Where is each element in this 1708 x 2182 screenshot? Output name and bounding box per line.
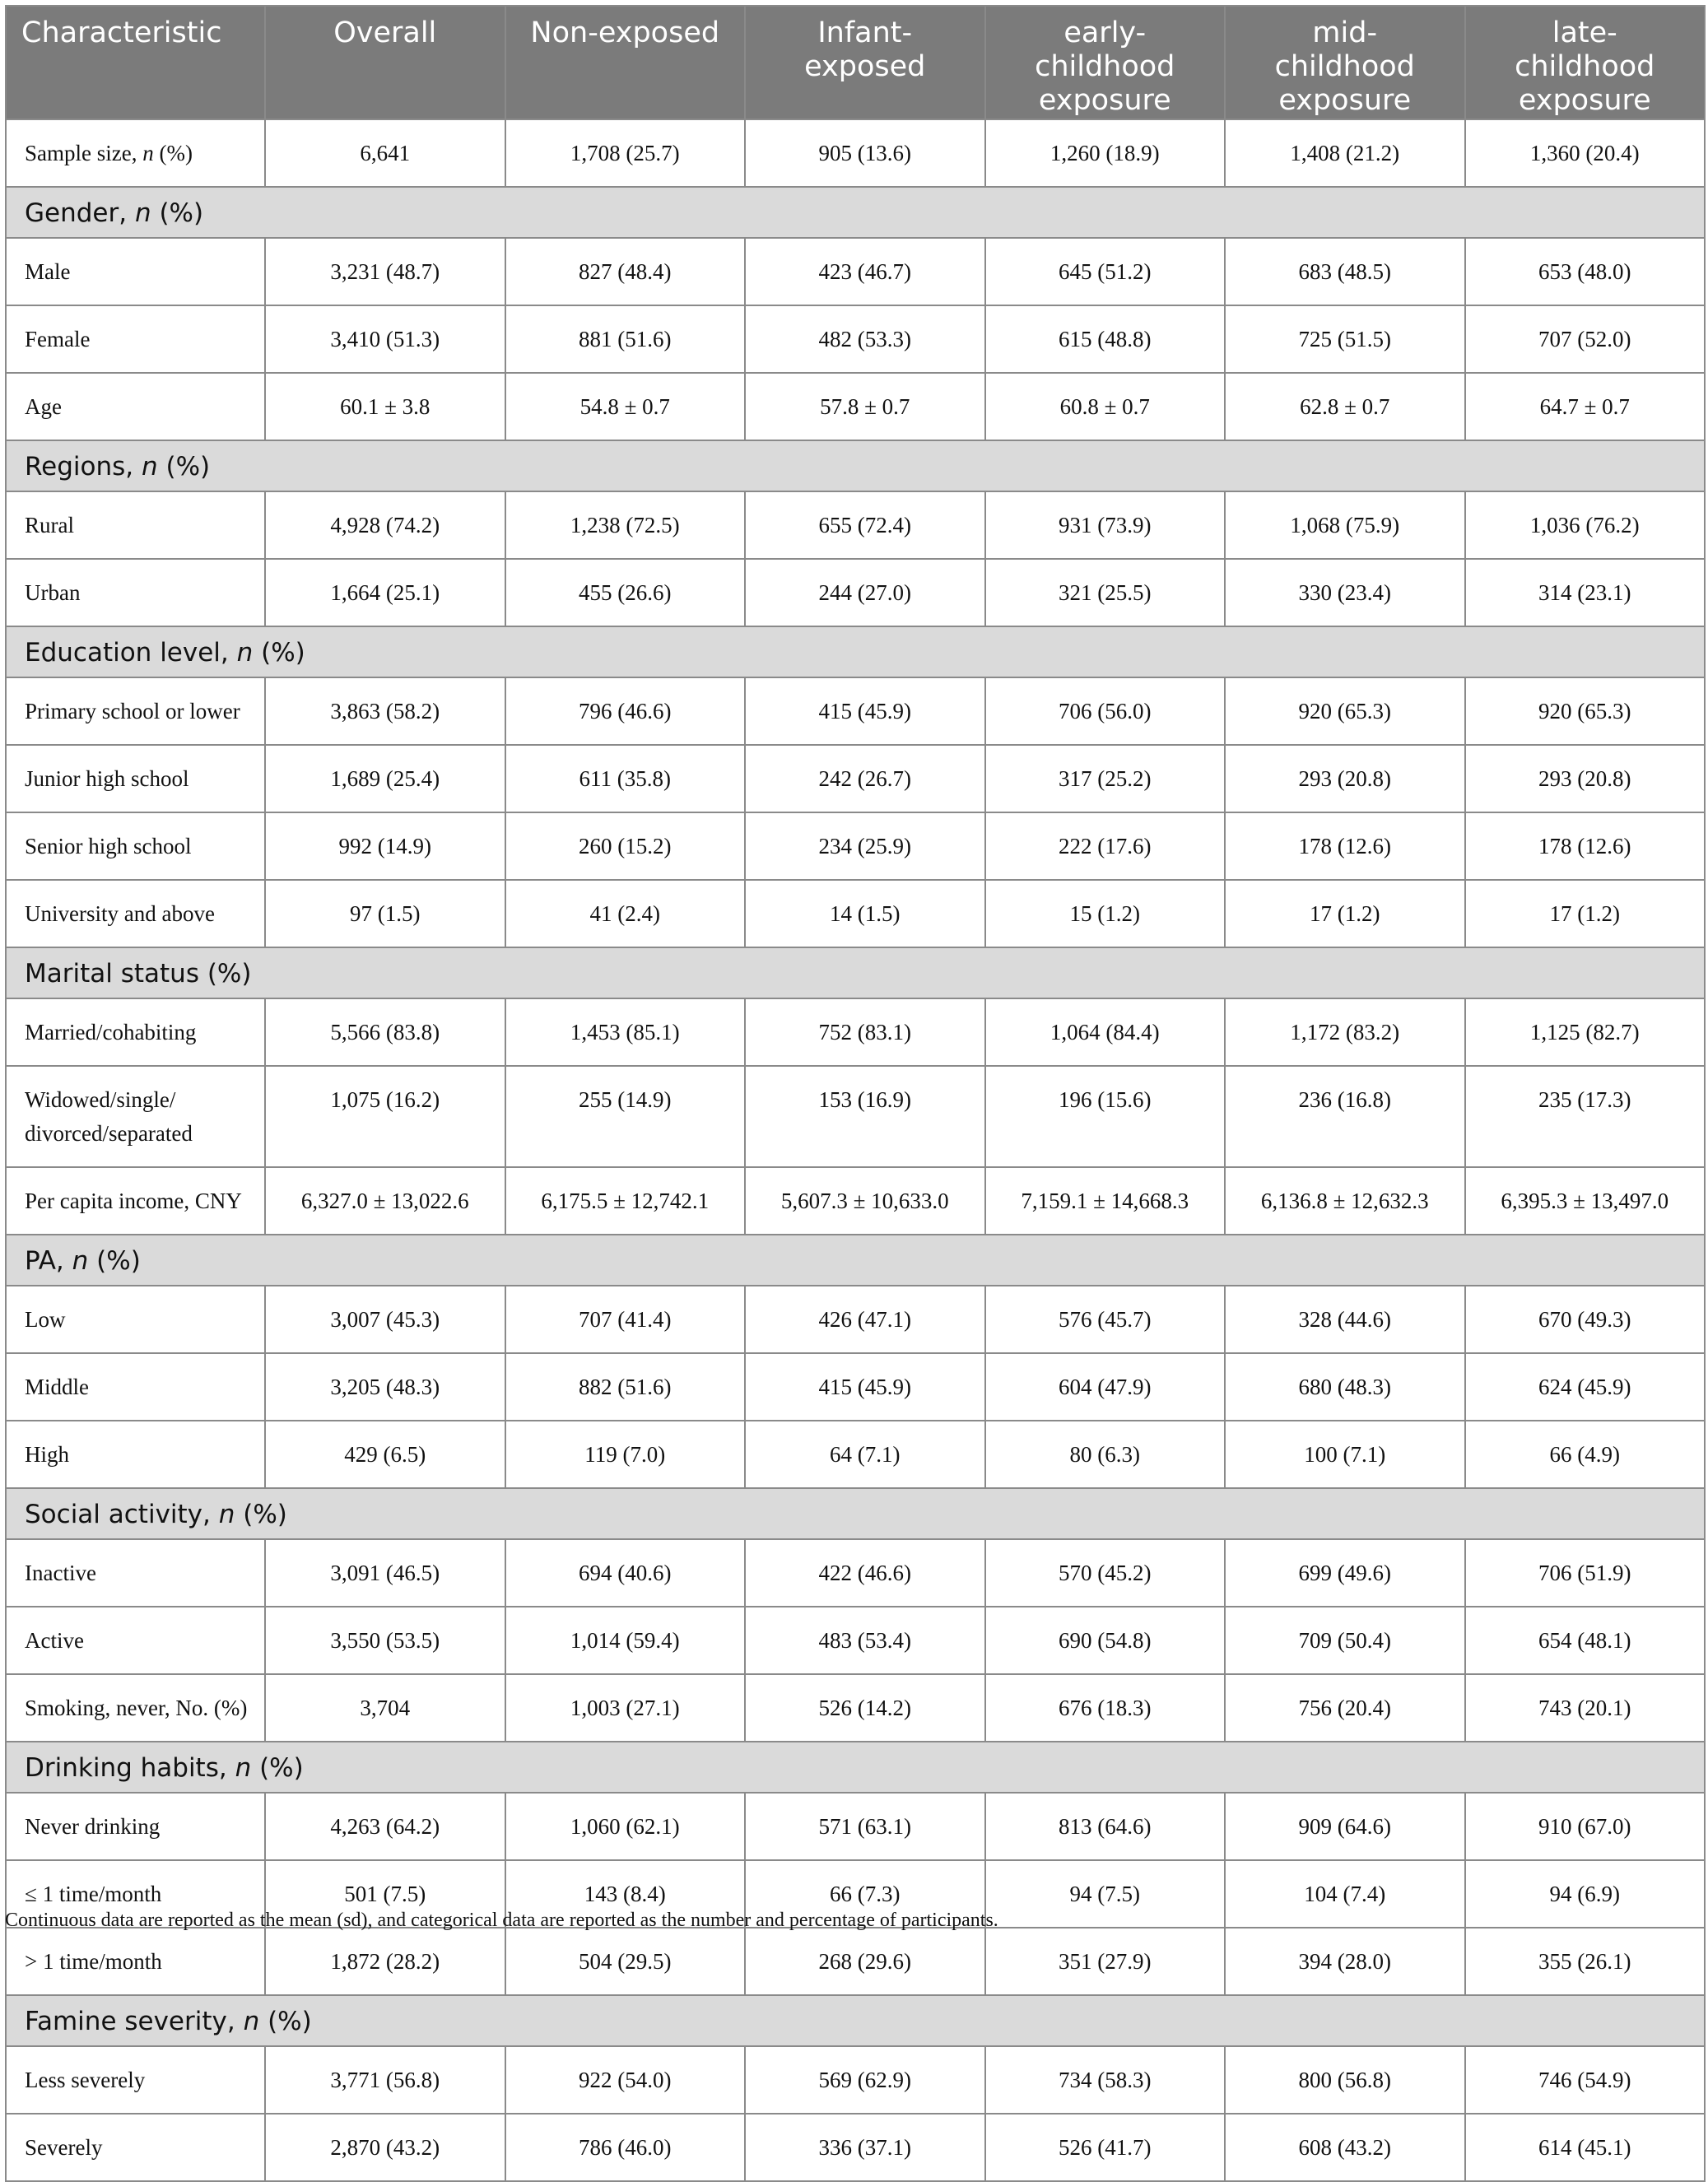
table-cell: 94 (7.5) [985,1860,1226,1928]
table-cell: 330 (23.4) [1225,559,1465,626]
table-cell: 1,075 (16.2) [265,1066,505,1167]
table-cell: 100 (7.1) [1225,1421,1465,1488]
table-cell: 1,708 (25.7) [505,119,746,187]
row-label [6,1421,265,1488]
table-cell: 293 (20.8) [1465,745,1706,812]
section-header [6,1995,1705,2046]
table-cell: 293 (20.8) [1225,745,1465,812]
row-label-text: Inactive [25,1561,96,1585]
table-cell: 64.7 ± 0.7 [1465,373,1706,440]
table-cell: 3,231 (48.7) [265,238,505,305]
table-cell: 694 (40.6) [505,1539,746,1607]
row-label-text: Smoking, never, No. (%) [25,1696,248,1720]
table-row [6,491,1705,559]
row-label-suffix: (%) [253,638,305,668]
row-label-text: Famine severity, [25,2007,244,2036]
table-cell: 429 (6.5) [265,1421,505,1488]
table-cell: 624 (45.9) [1465,1353,1706,1421]
section-row [6,187,1705,238]
table-cell: 706 (56.0) [985,677,1226,745]
row-label [6,880,265,947]
section-header [6,1742,1705,1793]
row-label-text: > 1 time/month [25,1949,162,1974]
table-cell: 653 (48.0) [1465,238,1706,305]
table-cell: 394 (28.0) [1225,1928,1465,1995]
table-cell: 655 (72.4) [745,491,985,559]
row-label-text: Middle [25,1375,89,1399]
section-row [6,947,1705,998]
header-overall: Overall [265,6,505,119]
table-cell: 355 (26.1) [1465,1928,1706,1995]
table-cell: 614 (45.1) [1465,2114,1706,2181]
section-header [6,1488,1705,1539]
table-cell: 64 (7.1) [745,1421,985,1488]
table-cell: 222 (17.6) [985,812,1226,880]
table-cell: 1,068 (75.9) [1225,491,1465,559]
table-cell: 415 (45.9) [745,1353,985,1421]
table-cell: 234 (25.9) [745,812,985,880]
table-cell: 66 (4.9) [1465,1421,1706,1488]
table-cell: 153 (16.9) [745,1066,985,1167]
table-cell: 60.1 ± 3.8 [265,373,505,440]
table-cell: 236 (16.8) [1225,1066,1465,1167]
table-cell: 756 (20.4) [1225,1674,1465,1742]
table-cell: 57.8 ± 0.7 [745,373,985,440]
characteristics-table [5,5,1706,2182]
table-cell: 1,689 (25.4) [265,745,505,812]
row-label-italic: n [243,2007,260,2036]
table-cell: 97 (1.5) [265,880,505,947]
table-body [6,119,1705,2181]
table-cell: 1,014 (59.4) [505,1607,746,1674]
table-cell: 746 (54.9) [1465,2046,1706,2114]
table-cell: 6,175.5 ± 12,742.1 [505,1167,746,1235]
row-label [6,677,265,745]
table-cell: 62.8 ± 0.7 [1225,373,1465,440]
table-cell: 827 (48.4) [505,238,746,305]
table-cell: 178 (12.6) [1465,812,1706,880]
table-row [6,1928,1705,1995]
table-cell: 3,550 (53.5) [265,1607,505,1674]
table-cell: 6,395.3 ± 13,497.0 [1465,1167,1706,1235]
table-cell: 178 (12.6) [1225,812,1465,880]
row-label-text: Married/cohabiting [25,1020,197,1044]
section-row [6,1742,1705,1793]
table-cell: 571 (63.1) [745,1793,985,1860]
row-label-text: Regions, [25,452,142,482]
table-cell: 680 (48.3) [1225,1353,1465,1421]
header-row [6,6,1705,119]
table-cell: 3,091 (46.5) [265,1539,505,1607]
row-label [6,998,265,1066]
row-label-italic: n [72,1246,89,1276]
row-label-text: Severely [25,2135,103,2160]
table-cell: 881 (51.6) [505,305,746,373]
row-label-text: Widowed/single/ divorced/separated [25,1087,193,1146]
table-cell: 268 (29.6) [745,1928,985,1995]
row-label [6,1167,265,1235]
row-label-suffix: (%) [251,1753,304,1783]
table-cell: 670 (49.3) [1465,1286,1706,1353]
table-cell: 482 (53.3) [745,305,985,373]
table-cell: 6,136.8 ± 12,632.3 [1225,1167,1465,1235]
row-label-text: Less severely [25,2068,146,2092]
row-label [6,119,265,187]
table-cell: 235 (17.3) [1465,1066,1706,1167]
row-label-text: Urban [25,580,81,605]
table-cell: 922 (54.0) [505,2046,746,2114]
table-cell: 1,060 (62.1) [505,1793,746,1860]
table-footnote: Continuous data are reported as the mean (sd), and categorical data are reported as the number and percentage of participants. [5,1910,998,1931]
table-cell: 813 (64.6) [985,1793,1226,1860]
row-label-text: Male [25,259,71,284]
table-cell: 455 (26.6) [505,559,746,626]
table-cell: 422 (46.6) [745,1539,985,1607]
table-cell: 920 (65.3) [1225,677,1465,745]
row-label-text: Drinking habits, [25,1753,235,1783]
table-cell: 255 (14.9) [505,1066,746,1167]
row-label-text: Rural [25,513,74,537]
table-cell: 569 (62.9) [745,2046,985,2114]
row-label-text: Never drinking [25,1814,161,1839]
section-header [6,440,1705,491]
section-header [6,1235,1705,1286]
table-cell: 576 (45.7) [985,1286,1226,1353]
table-cell: 920 (65.3) [1465,677,1706,745]
table-cell: 3,771 (56.8) [265,2046,505,2114]
table-cell: 4,928 (74.2) [265,491,505,559]
table-cell: 54.8 ± 0.7 [505,373,746,440]
header-mid-childhood: mid-childhood exposure [1225,6,1465,119]
row-label-text: University and above [25,901,215,926]
section-header [6,947,1705,998]
row-label [6,1928,265,1995]
table-cell: 706 (51.9) [1465,1539,1706,1607]
table-cell: 882 (51.6) [505,1353,746,1421]
table-cell: 654 (48.1) [1465,1607,1706,1674]
row-label [6,1286,265,1353]
table-row [6,812,1705,880]
row-label-text: Marital status (%) [25,959,252,989]
section-header [6,626,1705,677]
row-label-text: Primary school or lower [25,699,240,723]
table-cell: 1,064 (84.4) [985,998,1226,1066]
row-label [6,1066,265,1167]
table-row [6,745,1705,812]
table-cell: 328 (44.6) [1225,1286,1465,1353]
table-row [6,1286,1705,1353]
row-label-italic: n [218,1500,235,1529]
row-label-text: ≤ 1 time/month [25,1882,162,1906]
table-cell: 196 (15.6) [985,1066,1226,1167]
table-cell: 3,007 (45.3) [265,1286,505,1353]
row-label [6,1539,265,1607]
table-cell: 6,641 [265,119,505,187]
row-label [6,745,265,812]
table-cell: 1,360 (20.4) [1465,119,1706,187]
table-cell: 94 (6.9) [1465,1860,1706,1928]
section-row [6,440,1705,491]
table-cell: 1,408 (21.2) [1225,119,1465,187]
table-cell: 41 (2.4) [505,880,746,947]
section-row [6,626,1705,677]
table-row [6,305,1705,373]
table-cell: 3,863 (58.2) [265,677,505,745]
row-label-suffix: (%) [259,2007,312,2036]
table-cell: 2,870 (43.2) [265,2114,505,2181]
table-cell: 1,453 (85.1) [505,998,746,1066]
section-row [6,1488,1705,1539]
table-cell: 909 (64.6) [1225,1793,1465,1860]
row-label-suffix: (%) [88,1246,141,1276]
row-label-text: High [25,1442,69,1467]
table-cell: 426 (47.1) [745,1286,985,1353]
row-label [6,491,265,559]
section-header [6,187,1705,238]
table-cell: 683 (48.5) [1225,238,1465,305]
row-label-text: Education level, [25,638,237,668]
row-label-suffix: (%) [157,452,211,482]
table-cell: 743 (20.1) [1465,1674,1706,1742]
row-label-italic: n [142,141,154,165]
row-label [6,1607,265,1674]
table-cell: 6,327.0 ± 13,022.6 [265,1167,505,1235]
table-cell: 709 (50.4) [1225,1607,1465,1674]
table-cell: 351 (27.9) [985,1928,1226,1995]
table-cell: 321 (25.5) [985,559,1226,626]
table-cell: 415 (45.9) [745,677,985,745]
table-cell: 1,238 (72.5) [505,491,746,559]
row-label-text: Gender, [25,198,135,228]
table-cell: 501 (7.5) [265,1860,505,1928]
header-early-childhood: early-childhood exposure [985,6,1226,119]
table-cell: 314 (23.1) [1465,559,1706,626]
table-row [6,238,1705,305]
table-cell: 4,263 (64.2) [265,1793,505,1860]
table-row [6,2046,1705,2114]
table-row [6,373,1705,440]
table-row [6,1674,1705,1742]
table-row [6,2114,1705,2181]
table-row [6,1421,1705,1488]
header-non-exposed: Non-exposed [505,6,746,119]
table-cell: 1,003 (27.1) [505,1674,746,1742]
table-cell: 7,159.1 ± 14,668.3 [985,1167,1226,1235]
table-cell: 336 (37.1) [745,2114,985,2181]
table-cell: 1,036 (76.2) [1465,491,1706,559]
table-cell: 66 (7.3) [745,1860,985,1928]
table-cell: 15 (1.2) [985,880,1226,947]
table-cell: 725 (51.5) [1225,305,1465,373]
row-label [6,2114,265,2181]
table-cell: 1,872 (28.2) [265,1928,505,1995]
table-row [6,1793,1705,1860]
table-cell: 992 (14.9) [265,812,505,880]
table-cell: 317 (25.2) [985,745,1226,812]
table-cell: 483 (53.4) [745,1607,985,1674]
row-label-text: Female [25,327,91,351]
row-label-italic: n [134,198,151,228]
table-cell: 526 (14.2) [745,1674,985,1742]
table-cell: 1,172 (83.2) [1225,998,1465,1066]
row-label-italic: n [235,1753,252,1783]
table-cell: 260 (15.2) [505,812,746,880]
table-cell: 699 (49.6) [1225,1539,1465,1607]
table-cell: 3,205 (48.3) [265,1353,505,1421]
row-label [6,305,265,373]
row-label-text: Low [25,1307,66,1332]
row-label-text: Active [25,1628,84,1653]
table-row [6,1353,1705,1421]
section-row [6,1235,1705,1286]
table-cell: 676 (18.3) [985,1674,1226,1742]
table-cell: 3,410 (51.3) [265,305,505,373]
row-label [6,238,265,305]
table-row [6,1607,1705,1674]
row-label-text: Senior high school [25,834,192,858]
row-label-text: Age [25,394,62,419]
table-cell: 1,664 (25.1) [265,559,505,626]
table-cell: 752 (83.1) [745,998,985,1066]
row-label [6,559,265,626]
table-cell: 645 (51.2) [985,238,1226,305]
row-label [6,1353,265,1421]
table-cell: 5,607.3 ± 10,633.0 [745,1167,985,1235]
table-cell: 786 (46.0) [505,2114,746,2181]
table-cell: 690 (54.8) [985,1607,1226,1674]
table-cell: 526 (41.7) [985,2114,1226,2181]
table-row [6,119,1705,187]
table-cell: 905 (13.6) [745,119,985,187]
table-cell: 707 (41.4) [505,1286,746,1353]
table-cell: 504 (29.5) [505,1928,746,1995]
row-label-suffix: (%) [153,141,193,165]
table-cell: 707 (52.0) [1465,305,1706,373]
header-infant-exposed: Infant-exposed [745,6,985,119]
table-cell: 17 (1.2) [1465,880,1706,947]
header-characteristic: Characteristic [6,6,265,119]
table-cell: 119 (7.0) [505,1421,746,1488]
table-row [6,998,1705,1066]
table-cell: 3,704 [265,1674,505,1742]
table-row [6,1066,1705,1167]
row-label-text: Sample size, [25,141,143,165]
header-late-childhood: late-childhood exposure [1465,6,1706,119]
table-cell: 734 (58.3) [985,2046,1226,2114]
table-cell: 611 (35.8) [505,745,746,812]
row-label-italic: n [236,638,254,668]
row-label [6,812,265,880]
table-row [6,880,1705,947]
table-cell: 1,125 (82.7) [1465,998,1706,1066]
row-label-suffix: (%) [151,198,204,228]
table-cell: 5,566 (83.8) [265,998,505,1066]
table-row [6,677,1705,745]
table-cell: 60.8 ± 0.7 [985,373,1226,440]
row-label-text: PA, [25,1246,72,1276]
table-cell: 910 (67.0) [1465,1793,1706,1860]
row-label [6,1793,265,1860]
row-label [6,373,265,440]
table-cell: 931 (73.9) [985,491,1226,559]
table-cell: 1,260 (18.9) [985,119,1226,187]
table-cell: 143 (8.4) [505,1860,746,1928]
table-cell: 796 (46.6) [505,677,746,745]
section-row [6,1995,1705,2046]
table-cell: 244 (27.0) [745,559,985,626]
table-cell: 17 (1.2) [1225,880,1465,947]
table-cell: 615 (48.8) [985,305,1226,373]
table-cell: 570 (45.2) [985,1539,1226,1607]
table-container [5,5,1704,2182]
row-label-italic: n [141,452,158,482]
table-cell: 423 (46.7) [745,238,985,305]
row-label-text: Junior high school [25,766,189,791]
row-label [6,2046,265,2114]
table-cell: 80 (6.3) [985,1421,1226,1488]
table-cell: 14 (1.5) [745,880,985,947]
table-cell: 242 (26.7) [745,745,985,812]
table-cell: 604 (47.9) [985,1353,1226,1421]
table-cell: 800 (56.8) [1225,2046,1465,2114]
table-cell: 608 (43.2) [1225,2114,1465,2181]
row-label [6,1674,265,1742]
row-label-text: Per capita income, CNY [25,1189,242,1213]
table-row [6,559,1705,626]
table-row [6,1539,1705,1607]
table-row [6,1167,1705,1235]
row-label-text: Social activity, [25,1500,219,1529]
table-cell: 104 (7.4) [1225,1860,1465,1928]
row-label-suffix: (%) [235,1500,287,1529]
